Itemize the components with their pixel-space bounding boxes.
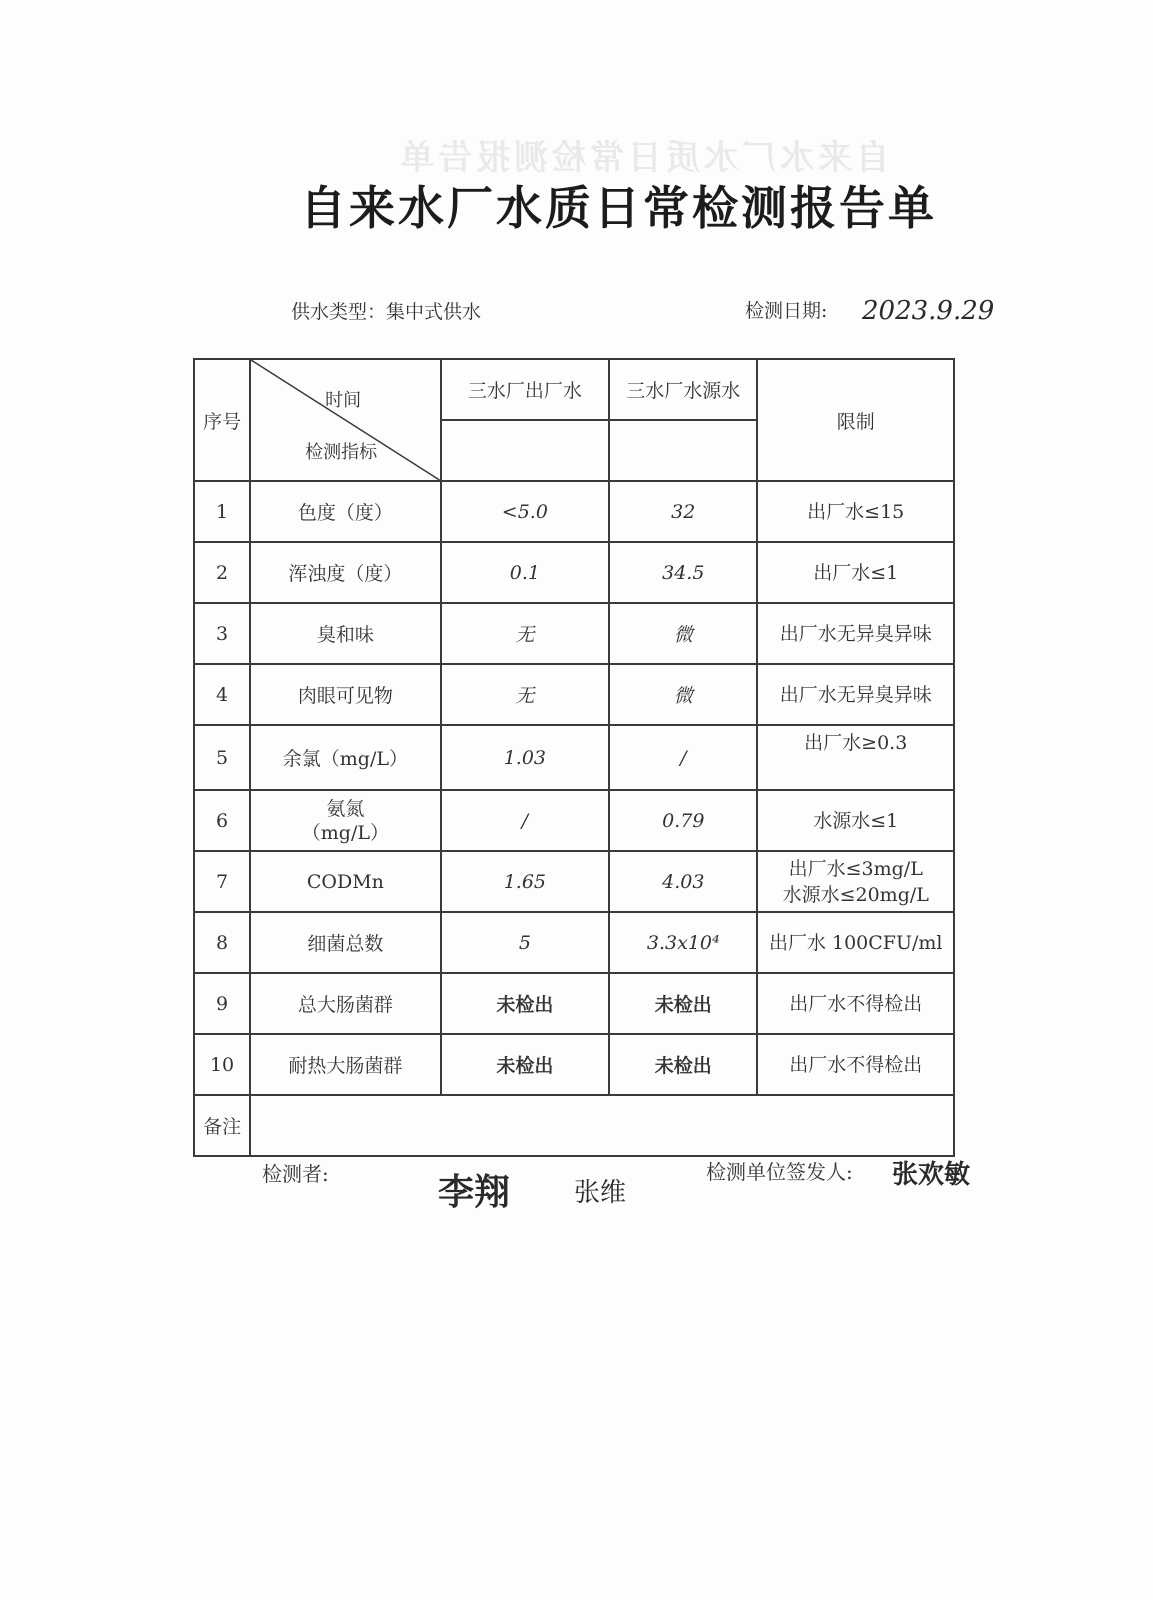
value-b-cell: 3.3x10⁴ xyxy=(609,912,757,973)
seq-cell: 4 xyxy=(194,664,250,725)
seq-cell: 5 xyxy=(194,725,250,790)
seq-cell: 9 xyxy=(194,973,250,1034)
limit-header: 限制 xyxy=(757,359,954,481)
indicator-cell: 色度（度） xyxy=(250,481,441,542)
value-a-cell: <5.0 xyxy=(441,481,609,542)
col-b-subheader xyxy=(609,420,757,481)
value-a-cell: 无 xyxy=(441,664,609,725)
indicator-cell: 耐热大肠菌群 xyxy=(250,1034,441,1095)
limit-cell: 出厂水无异臭异味 xyxy=(757,603,954,664)
seq-cell: 8 xyxy=(194,912,250,973)
table-header-row xyxy=(194,359,954,420)
table-row xyxy=(194,603,954,664)
tester-label: 检测者: xyxy=(262,1162,329,1186)
col-a-subheader xyxy=(441,420,609,481)
seq-cell: 7 xyxy=(194,851,250,912)
seq-cell: 1 xyxy=(194,481,250,542)
seq-cell: 2 xyxy=(194,542,250,603)
table-row xyxy=(194,912,954,973)
report-table xyxy=(193,358,955,1157)
col-b-header: 三水厂水源水 xyxy=(609,359,757,420)
diagonal-header xyxy=(250,359,441,481)
indicator-cell: 细菌总数 xyxy=(250,912,441,973)
seq-header: 序号 xyxy=(194,359,250,481)
value-a-cell: / xyxy=(441,790,609,851)
value-a-cell: 无 xyxy=(441,603,609,664)
limit-cell: 出厂水不得检出 xyxy=(757,1034,954,1095)
signer-signature: 张欢敏 xyxy=(892,1160,971,1190)
table-row xyxy=(194,1034,954,1095)
remarks-label: 备注 xyxy=(194,1095,250,1156)
indicator-header: 检测指标 xyxy=(305,442,378,463)
value-a-cell: 5 xyxy=(441,912,609,973)
table-row xyxy=(194,851,954,912)
limit-cell: 出厂水≤1 xyxy=(757,542,954,603)
limit-cell: 出厂水≥0.3 xyxy=(757,725,954,790)
table-row xyxy=(194,481,954,542)
limit-cell: 出厂水无异臭异味 xyxy=(757,664,954,725)
value-b-cell: / xyxy=(609,725,757,790)
remarks-row xyxy=(194,1095,954,1156)
supply-type: 供水类型：集中式供水 xyxy=(291,301,482,323)
limit-cell: 出厂水 100CFU/ml xyxy=(757,912,954,973)
table-row xyxy=(194,973,954,1034)
limit-cell: 出厂水不得检出 xyxy=(757,973,954,1034)
limit-line-2: 水源水≤20mg/L xyxy=(782,883,929,906)
seq-cell: 6 xyxy=(194,790,250,851)
table-row xyxy=(194,542,954,603)
indicator-cell: CODMn xyxy=(250,851,441,912)
value-b-cell: 微 xyxy=(609,603,757,664)
value-a-cell: 1.03 xyxy=(441,725,609,790)
time-header: 时间 xyxy=(325,390,362,411)
value-a-cell: 1.65 xyxy=(441,851,609,912)
value-a-cell: 0.1 xyxy=(441,542,609,603)
limit-line-1: 出厂水≤3mg/L xyxy=(788,857,923,880)
report-title: 自来水厂水质日常检测报告单 xyxy=(300,181,937,235)
value-b-cell: 微 xyxy=(609,664,757,725)
tester-signature-1: 李翔 xyxy=(438,1172,511,1213)
limit-cell: 水源水≤1 xyxy=(757,790,954,851)
tester-signature-2: 张维 xyxy=(574,1178,627,1208)
signer-label: 检测单位签发人: xyxy=(706,1160,853,1184)
limit-cell: 出厂水≤15 xyxy=(757,481,954,542)
indicator-cell: 余氯（mg/L） xyxy=(250,725,441,790)
indicator-cell: 氨氮（mg/L） xyxy=(250,790,441,851)
remarks-value xyxy=(250,1095,954,1156)
value-a-cell: 未检出 xyxy=(441,973,609,1034)
value-a-cell: 未检出 xyxy=(441,1034,609,1095)
table-row xyxy=(194,790,954,851)
value-b-cell: 32 xyxy=(609,481,757,542)
table-row xyxy=(194,725,954,790)
seq-cell: 3 xyxy=(194,603,250,664)
indicator-cell: 总大肠菌群 xyxy=(250,973,441,1034)
date-value: 2023.9.29 xyxy=(862,296,995,326)
indicator-cell: 臭和味 xyxy=(250,603,441,664)
indicator-cell: 肉眼可见物 xyxy=(250,664,441,725)
seq-cell: 10 xyxy=(194,1034,250,1095)
limit-cell xyxy=(757,851,954,912)
value-b-cell: 4.03 xyxy=(609,851,757,912)
value-b-cell: 34.5 xyxy=(609,542,757,603)
indicator-cell: 浑浊度（度） xyxy=(250,542,441,603)
table-row xyxy=(194,664,954,725)
value-b-cell: 未检出 xyxy=(609,973,757,1034)
col-a-header: 三水厂出厂水 xyxy=(441,359,609,420)
bleed-through-title: 自来水厂水质日常检测报告单 xyxy=(396,138,890,178)
date-label: 检测日期: xyxy=(745,300,828,322)
value-b-cell: 未检出 xyxy=(609,1034,757,1095)
value-b-cell: 0.79 xyxy=(609,790,757,851)
